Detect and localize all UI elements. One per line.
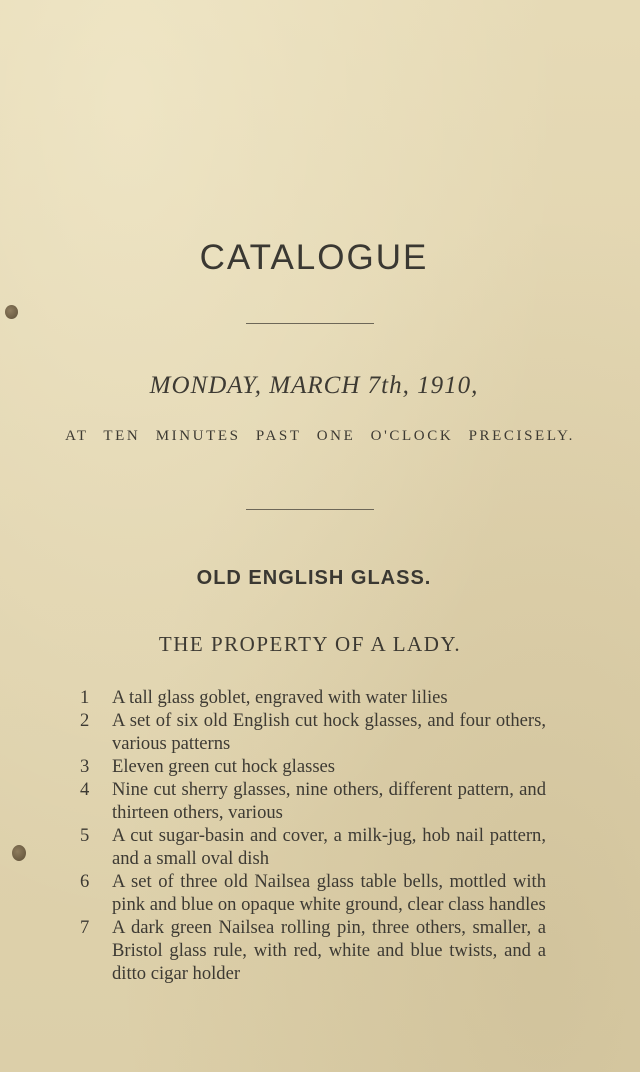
- lot-item: [80, 778, 546, 824]
- lot-item: [80, 755, 546, 778]
- property-owner: THE PROPERTY OF A LADY.: [158, 632, 462, 656]
- lot-number: 2: [80, 710, 90, 731]
- lot-list: [80, 686, 546, 985]
- lot-number: 6: [80, 871, 90, 892]
- lot-number: 5: [80, 825, 90, 846]
- lot-description: Eleven green cut hock glasses: [112, 756, 336, 777]
- divider-rule: [246, 323, 374, 324]
- lot-item: [80, 870, 546, 916]
- lot-description: A tall glass goblet, engraved with water lilies: [112, 687, 448, 708]
- lot-item: [80, 709, 546, 755]
- paper-stain: [12, 845, 26, 861]
- sale-time: AT TEN MINUTES PAST ONE O'CLOCK PRECISELY.: [65, 428, 575, 444]
- lot-number: 1: [80, 687, 90, 708]
- lot-item: [80, 916, 546, 985]
- lot-number: 3: [80, 756, 90, 777]
- divider-rule: [246, 509, 374, 510]
- lot-number: 4: [80, 779, 90, 800]
- sale-date: MONDAY, MARCH 7th, 1910,: [149, 372, 479, 399]
- lot-description: A dark green Nailsea rolling pin, three others, smaller, a Bristol glass rule, with red, white and blue twists, and a ditto cigar holder: [112, 917, 546, 984]
- lot-description: A set of six old English cut hock glasses, and four others, various patterns: [112, 710, 546, 754]
- lot-description: A cut sugar-basin and cover, a milk-jug, hob nail pattern, and a small oval dish: [112, 825, 546, 869]
- lot-number: 7: [80, 917, 90, 938]
- lot-item: [80, 686, 546, 709]
- section-heading: OLD ENGLISH GLASS.: [196, 567, 432, 589]
- lot-description: A set of three old Nailsea glass table bells, mottled with pink and blue on opaque white ground, clear class handles: [112, 871, 546, 915]
- lot-description: Nine cut sherry glasses, nine others, different pattern, and thirteen others, various: [112, 779, 546, 823]
- lot-item: [80, 824, 546, 870]
- catalogue-title: CATALOGUE: [199, 238, 429, 277]
- paper-stain: [5, 305, 18, 319]
